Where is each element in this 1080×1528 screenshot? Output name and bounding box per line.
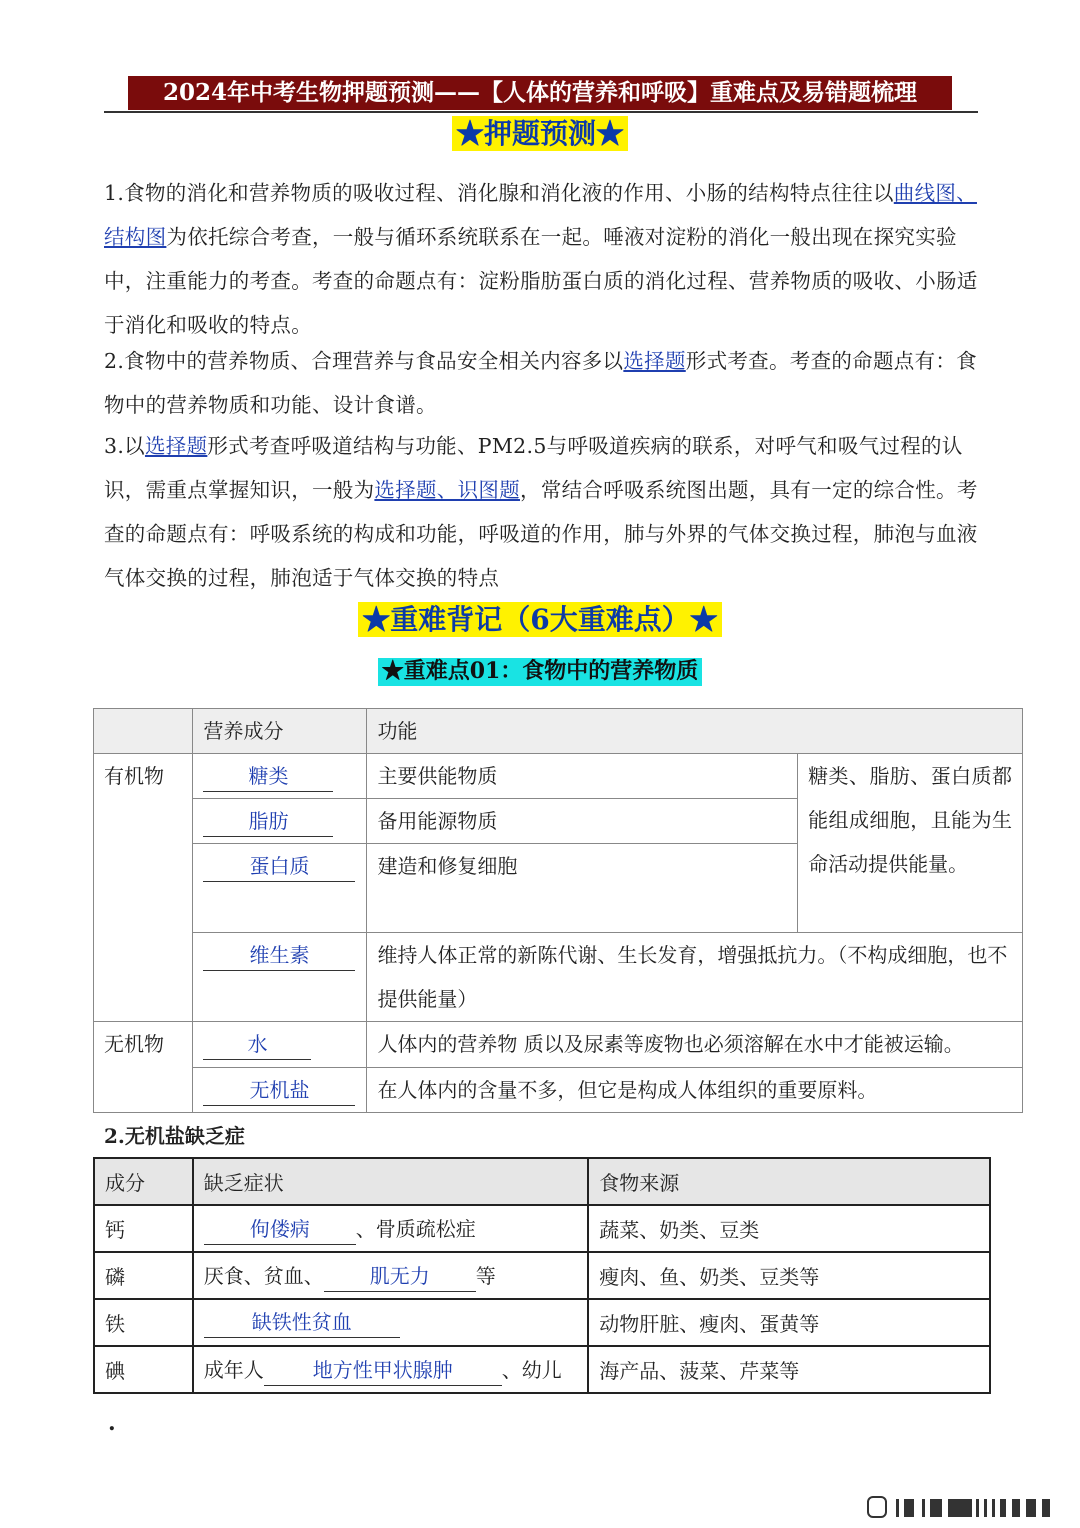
paragraph-3-text-c: ，常结合呼吸系统图出题，具有一定的综合性。考查的命题点有：呼吸系统的构成和功能，呼吸道的作用，肺与外界的气体交换过程，肺泡与血液气体交换的过程，肺泡适于气体交换的特点 xyxy=(104,478,978,590)
cell-function: 人体内的营养物 质以及尿素等废物也必须溶解在水中才能被运输。 xyxy=(367,1022,1023,1068)
table-row xyxy=(94,754,1023,799)
cell-function: 在人体内的含量不多，但它是构成人体组织的重要原料。 xyxy=(367,1068,1023,1113)
paragraph-1 xyxy=(104,171,980,347)
table-row xyxy=(94,1252,990,1299)
mineral-symptom xyxy=(193,1299,588,1346)
answer-blank: 缺铁性贫血 xyxy=(204,1307,400,1338)
header-function: 功能 xyxy=(367,709,1023,754)
mineral-header-row xyxy=(94,1158,990,1205)
table-row xyxy=(94,1299,990,1346)
header-component: 营养成分 xyxy=(193,709,367,754)
cell-component xyxy=(193,754,367,799)
cell-function: 备用能源物质 xyxy=(367,799,798,844)
answer-protein: 蛋白质 xyxy=(203,851,355,882)
link-choice-question-2[interactable]: 选择题 xyxy=(144,434,208,458)
watermark-barcode-icon xyxy=(866,1495,1056,1519)
header-empty xyxy=(94,709,193,754)
mineral-source: 蔬菜、奶类、豆类 xyxy=(588,1205,990,1252)
answer-fat: 脂肪 xyxy=(203,806,333,837)
answer-salt: 无机盐 xyxy=(203,1075,355,1106)
paragraph-2-text-b: 形式考查。考查的命题点有：食物中的营养物质和功能、设计食谱。 xyxy=(104,349,977,417)
mineral-symptom: 佝偻病 、骨质疏松症 xyxy=(193,1205,588,1252)
answer-vitamin: 维生素 xyxy=(203,940,355,971)
mineral-name: 钙 xyxy=(94,1205,193,1252)
link-choice-figure-question[interactable]: 选择题、识图题 xyxy=(374,478,521,502)
cell-component xyxy=(193,1022,367,1068)
paragraph-1-text-a: 1.食物的消化和营养物质的吸收过程、消化腺和消化液的作用、小肠的结构特点往往以 xyxy=(104,181,894,205)
header-component: 成分 xyxy=(94,1158,193,1205)
paragraph-3 xyxy=(104,424,980,600)
header-symptom: 缺乏症状 xyxy=(193,1158,588,1205)
section-heading-key-points-text: ★重难背记（6大重难点）★ xyxy=(358,602,721,637)
link-choice-question[interactable]: 选择题 xyxy=(623,349,686,373)
cell-component xyxy=(193,933,367,1022)
table-header-row xyxy=(94,709,1023,754)
summary-note: 糖类、脂肪、蛋白质都能组成细胞，且能为生命活动提供能量。 xyxy=(798,754,1023,933)
table-row xyxy=(94,1205,990,1252)
section-heading-nutrients xyxy=(0,658,1080,686)
cell-component xyxy=(193,844,367,933)
answer-water: 水 xyxy=(203,1029,311,1060)
answer-blank: 肌无力 xyxy=(324,1261,476,1292)
mineral-source: 动物肝脏、瘦肉、蛋黄等 xyxy=(588,1299,990,1346)
section-heading-prediction-text: ★押题预测★ xyxy=(452,116,628,151)
table-row xyxy=(94,1022,1023,1068)
section-heading-prediction xyxy=(0,116,1080,151)
table-row xyxy=(94,1068,1023,1113)
answer-blank: 地方性甲状腺肿 xyxy=(264,1355,502,1386)
paragraph-1-text-b: 为依托综合考查，一般与循环系统联系在一起。唾液对淀粉的消化一般出现在探究实验中，注重能力的考查。考查的命题点有：淀粉脂肪蛋白质的消化过程、营养物质的吸收、小肠适于消化和吸收的特点。 xyxy=(104,225,978,337)
category-inorganic: 无机物 xyxy=(94,1022,193,1113)
cell-function: 维持人体正常的新陈代谢、生长发育，增强抵抗力。（不构成细胞，也不提供能量） xyxy=(367,933,1023,1022)
paragraph-3-text-b: 形式考查呼吸道结构与功能、PM2.5与呼吸道疾病的联系，对呼气和吸气过程的认识，需重点掌握知识，一般为 xyxy=(104,434,963,502)
answer-blank: 佝偻病 xyxy=(204,1214,356,1245)
table-row xyxy=(94,1346,990,1393)
mineral-source: 瘦肉、鱼、奶类、豆类等 xyxy=(588,1252,990,1299)
cell-component xyxy=(193,1068,367,1113)
mineral-symptom: 成年人 地方性甲状腺肿 、幼儿 xyxy=(193,1346,588,1393)
mineral-name: 碘 xyxy=(94,1346,193,1393)
mineral-subheading: 2.无机盐缺乏症 xyxy=(104,1124,245,1148)
section-heading-key-points xyxy=(0,602,1080,637)
mineral-symptom: 厌食、贫血、 肌无力 等 xyxy=(193,1252,588,1299)
category-organic: 有机物 xyxy=(94,754,193,1022)
cell-function: 建造和修复细胞 xyxy=(367,844,798,933)
mineral-name: 铁 xyxy=(94,1299,193,1346)
cell-function: 主要供能物质 xyxy=(367,754,798,799)
title-divider xyxy=(104,111,978,113)
table-row xyxy=(94,933,1023,1022)
mineral-table xyxy=(93,1157,991,1394)
trailing-dot: . xyxy=(108,1410,116,1436)
paragraph-2-text-a: 2.食物中的营养物质、合理营养与食品安全相关内容多以 xyxy=(104,349,624,373)
section-heading-nutrients-text: ★重难点01：食物中的营养物质 xyxy=(378,658,703,686)
mineral-name: 磷 xyxy=(94,1252,193,1299)
header-source: 食物来源 xyxy=(588,1158,990,1205)
link-chart-structure[interactable]: 曲线图、结构图 xyxy=(104,181,977,249)
cell-component xyxy=(193,799,367,844)
paragraph-2 xyxy=(104,339,980,427)
mineral-source: 海产品、菠菜、芹菜等 xyxy=(588,1346,990,1393)
page-title: 2024年中考生物押题预测——【人体的营养和呼吸】重难点及易错题梳理 xyxy=(128,76,952,110)
paragraph-3-text-a: 3.以 xyxy=(104,434,145,458)
answer-sugar: 糖类 xyxy=(203,761,333,792)
nutrients-table xyxy=(93,708,1023,1113)
